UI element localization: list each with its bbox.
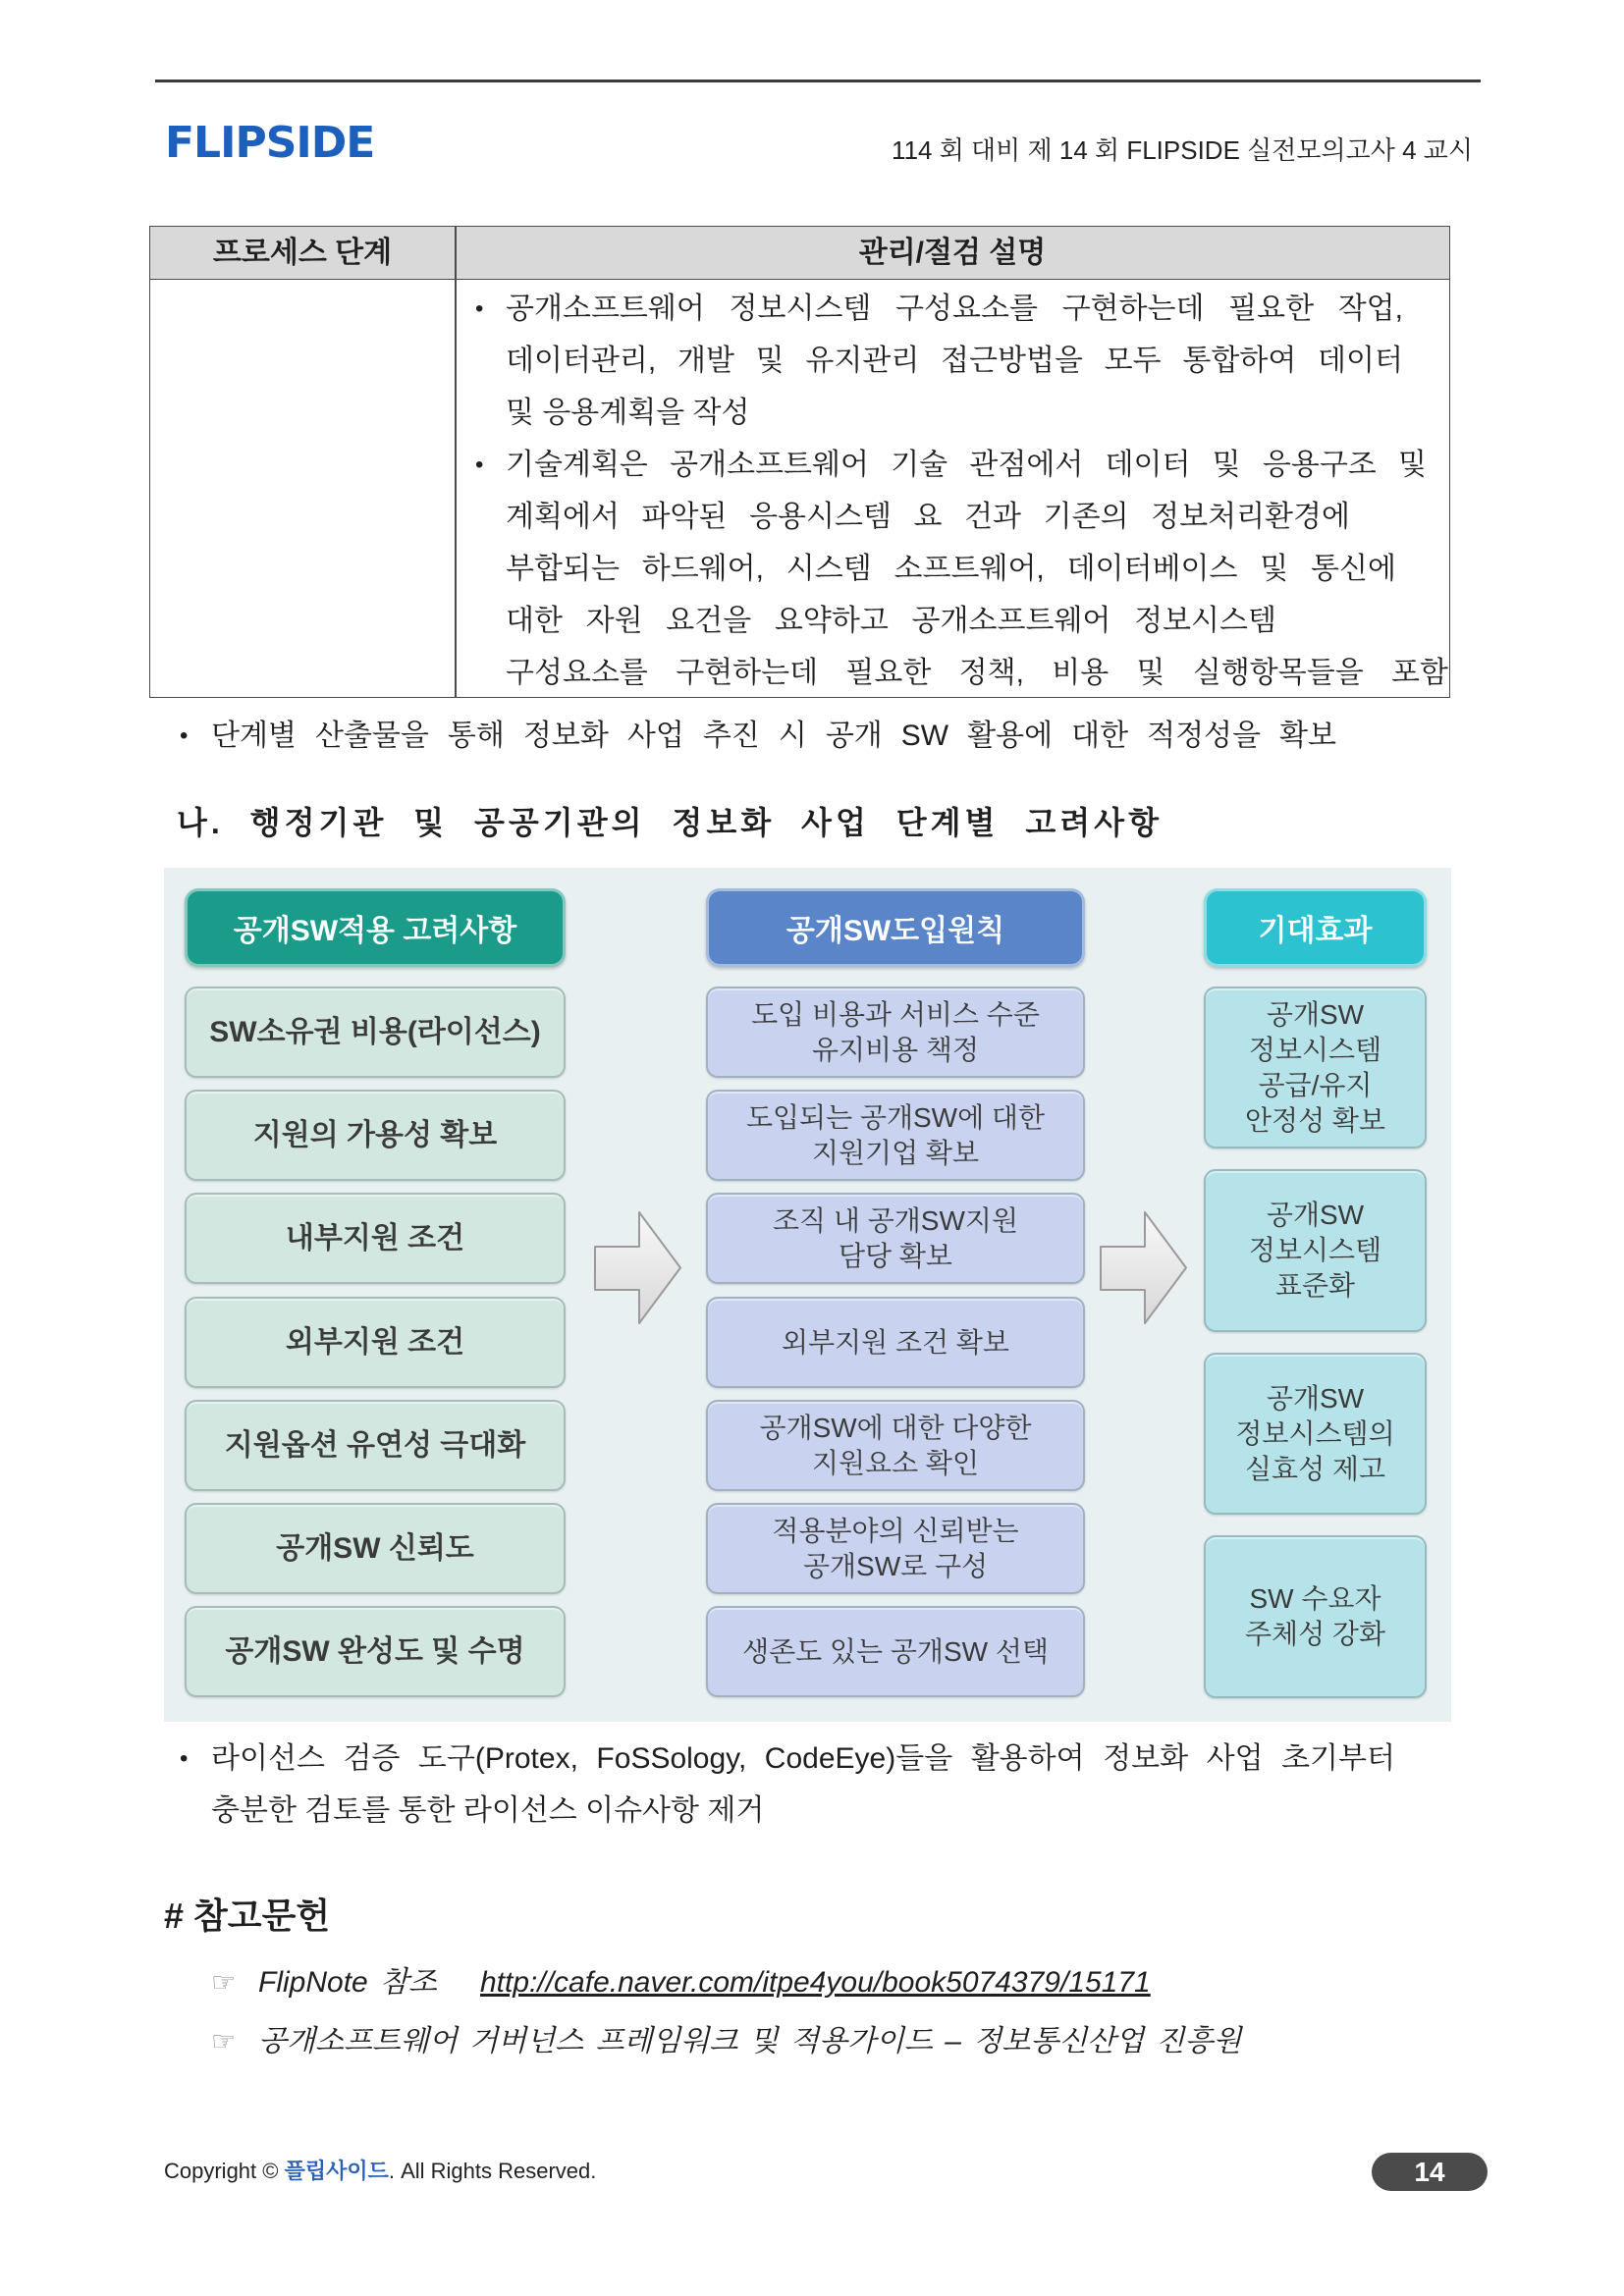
- note-line: 라이선스 검증 도구(Protex, FoSSology, CodeEye)들을 활용하여 정보화 사업 초기부터: [211, 1742, 1395, 1775]
- diagram-item-line: 적용분야의 신뢰받는: [772, 1515, 1019, 1546]
- document-title: 114 회 대비 제 14 회 FLIPSIDE 실전모의고사 4 교시: [892, 135, 1473, 165]
- diagram-item: [185, 1503, 566, 1594]
- diagram-item-line: 지원기업 확보: [811, 1137, 980, 1168]
- page-number: 14: [1372, 2153, 1488, 2191]
- diagram-item: [706, 1090, 1085, 1181]
- note-line: 충분한 검토를 통한 라이선스 이슈사항 제거: [211, 1794, 765, 1827]
- reference-label: 공개소프트웨어 거버넌스 프레임워크 및 적용가이드 – 정보통신산업 진흥원: [258, 2025, 1242, 2057]
- diagram-column-header: 공개SW적용 고려사항: [185, 888, 566, 967]
- copyright-suffix: . All Rights Reserved.: [388, 2159, 597, 2183]
- diagram-item: [185, 1090, 566, 1181]
- diagram-item-line: 공급/유지: [1258, 1069, 1373, 1100]
- diagram-item: [1204, 1353, 1427, 1515]
- diagram-item: [706, 1400, 1085, 1491]
- diagram-item: [1204, 987, 1427, 1148]
- diagram-item: [185, 1193, 566, 1284]
- diagram-item-line: 공개SW로 구성: [802, 1550, 989, 1581]
- pointing-hand-icon: ☞: [211, 2026, 237, 2056]
- diagram-item-line: 정보시스템: [1248, 1034, 1382, 1065]
- arrow-right-icon: [594, 1210, 682, 1325]
- diagram-item-line: 조직 내 공개SW지원: [773, 1204, 1018, 1236]
- bullet-marker: •: [180, 1745, 189, 1772]
- column-header-stage: 프로세스 단계: [212, 237, 393, 269]
- copyright-prefix: Copyright ©: [164, 2159, 285, 2183]
- diagram-item: [706, 1503, 1085, 1594]
- reference-label: FlipNote 참조: [258, 1966, 438, 1999]
- diagram-item: [706, 1606, 1085, 1697]
- table-bullet-line: 기술계획은 공개소프트웨어 기술 관점에서 데이터 및 응용구조 및: [506, 449, 1427, 481]
- diagram-item: [706, 987, 1085, 1078]
- diagram-item: [185, 987, 566, 1078]
- diagram-item-line: SW소유권 비용(라이선스): [209, 1015, 541, 1048]
- diagram-item-line: 공개SW 신뢰도: [276, 1531, 474, 1565]
- reference-link[interactable]: http://cafe.naver.com/itpe4you/book5074379/15171: [480, 1966, 1151, 1999]
- diagram-item-line: 지원옵션 유연성 극대화: [224, 1428, 526, 1462]
- diagram-item-line: 지원요소 확인: [811, 1447, 980, 1478]
- diagram-item: [1204, 1535, 1427, 1698]
- references-heading: # 참고문헌: [164, 1896, 331, 1936]
- reference-item: [211, 1958, 1438, 2007]
- diagram-item: [185, 1400, 566, 1491]
- table-bullet-line: 부합되는 하드웨어, 시스템 소프트웨어, 데이터베이스 및 통신에: [506, 553, 1396, 585]
- table-bullet-line: 및 응용계획을 작성: [506, 397, 750, 429]
- diagram-item: [185, 1606, 566, 1697]
- table-bullet-line: 구성요소를 구현하는데 필요한 정책, 비용 및 실행항목들을 포함: [506, 657, 1448, 689]
- considerations-diagram: [164, 868, 1451, 1722]
- bullet-marker: •: [475, 452, 484, 478]
- bullet-marker: •: [475, 295, 484, 322]
- diagram-item-line: SW 수요자: [1249, 1583, 1381, 1614]
- table-bullet-line: 계획에서 파악된 응용시스템 요 건과 기존의 정보처리환경에: [506, 501, 1350, 533]
- diagram-item-line: 정보시스템의: [1235, 1417, 1395, 1449]
- diagram-item-line: 안정성 확보: [1244, 1104, 1386, 1136]
- table-description-cell: [456, 280, 1449, 697]
- diagram-item-line: 공개SW: [1266, 998, 1365, 1030]
- diagram-item-line: 지원의 가용성 확보: [252, 1118, 498, 1151]
- diagram-item-line: 정보시스템: [1248, 1235, 1382, 1265]
- diagram-item: [706, 1297, 1085, 1388]
- table-bullet-line: 대한 자원 요건을 요약하고 공개소프트웨어 정보시스템: [506, 605, 1276, 637]
- diagram-item-line: 도입 비용과 서비스 수준: [751, 998, 1040, 1030]
- reference-item: [211, 2017, 1438, 2066]
- process-table: [149, 226, 1450, 698]
- diagram-column-header: 공개SW도입원칙: [706, 888, 1085, 967]
- copyright-brand: 플립사이드: [284, 2159, 389, 2183]
- table-bullet: [456, 439, 1449, 699]
- diagram-item-line: 생존도 있는 공개SW 선택: [742, 1635, 1049, 1667]
- diagram-item-line: 공개SW: [1266, 1200, 1365, 1230]
- diagram-item-line: 주체성 강화: [1244, 1619, 1386, 1649]
- diagram-item-line: 내부지원 조건: [285, 1221, 465, 1255]
- diagram-item: [185, 1297, 566, 1388]
- flipside-logo: FLIPSIDE: [165, 118, 375, 168]
- arrow-right-icon: [1100, 1210, 1188, 1325]
- diagram-item-line: 외부지원 조건 확보: [782, 1326, 1009, 1358]
- diagram-item: [1204, 1169, 1427, 1332]
- diagram-item-line: 공개SW 완성도 및 수명: [225, 1634, 525, 1668]
- table-bullet-line: 공개소프트웨어 정보시스템 구성요소를 구현하는데 필요한 작업,: [506, 293, 1403, 325]
- diagram-item-line: 실효성 제고: [1244, 1453, 1386, 1484]
- diagram-item-line: 유지비용 책정: [811, 1034, 980, 1065]
- diagram-item-line: 외부지원 조건: [285, 1325, 465, 1359]
- bullet-marker: •: [180, 722, 189, 749]
- table-bullet: [456, 283, 1449, 439]
- diagram-item-line: 담당 확보: [839, 1240, 952, 1271]
- table-header-row: [150, 227, 1449, 280]
- header-rule: [155, 80, 1481, 82]
- pointing-hand-icon: ☞: [211, 1967, 237, 1998]
- copyright: [164, 2157, 596, 2186]
- diagram-item-line: 도입되는 공개SW에 대한: [745, 1101, 1046, 1133]
- table-bullet-line: 데이터관리, 개발 및 유지관리 접근방법을 모두 통합하여 데이터: [506, 345, 1403, 377]
- column-header-description: 관리/절검 설명: [858, 237, 1047, 269]
- note-line: 단계별 산출물을 통해 정보화 사업 추진 시 공개 SW 활용에 대한 적정성을 확보: [211, 720, 1336, 752]
- diagram-item: [706, 1193, 1085, 1284]
- diagram-item-line: 공개SW: [1266, 1382, 1365, 1414]
- diagram-item-line: 표준화: [1274, 1270, 1356, 1301]
- diagram-item-line: 공개SW에 대한 다양한: [759, 1412, 1032, 1443]
- section-heading: 나. 행정기관 및 공공기관의 정보화 사업 단계별 고려사항: [177, 805, 1163, 840]
- diagram-column-header: 기대효과: [1204, 888, 1427, 967]
